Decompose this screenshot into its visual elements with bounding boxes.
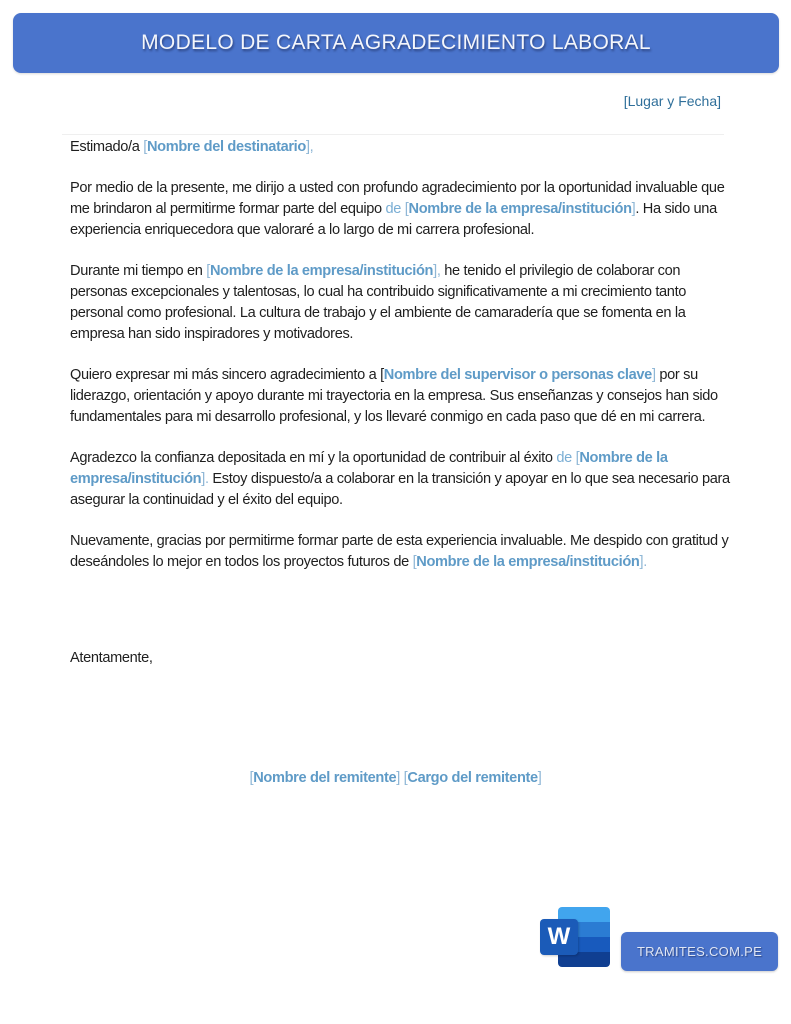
paragraph-3 [70, 365, 730, 428]
bracket-close: ] [651, 367, 656, 383]
greeting-prefix: Estimado/a [70, 139, 144, 155]
title-banner [13, 13, 779, 73]
bracket-close: ] [537, 770, 542, 786]
p2-text-a: Durante mi tiempo en [70, 263, 207, 279]
p4-text-b: Estoy dispuesto/a a colaborar en la transición y apoyar en lo que sea necesario para asegurar la continuidad y el éxito del equipo. [70, 471, 730, 508]
bracket-open: [ [412, 554, 417, 570]
paragraph-2 [70, 261, 730, 345]
company-placeholder: Nombre de la empresa/institución [70, 450, 668, 487]
bracket-close: ] [433, 263, 437, 279]
microsoft-word-icon [540, 905, 612, 969]
recipient-name-placeholder: Nombre del destinatario [146, 139, 306, 155]
supervisor-placeholder: Nombre del supervisor o personas clave [383, 367, 652, 383]
p4-de: de [556, 450, 576, 466]
bracket-close: ] [201, 471, 205, 487]
company-placeholder: Nombre de la empresa/institución [408, 201, 632, 217]
paragraph-5 [70, 531, 730, 573]
p2-text-b: he tenido el privilegio de colaborar con personas excepcionales y talentosas, lo cual ha contribuido significativamente a mi crecimiento tanto personal como profesional. La cultura de trabajo y el ambiente de camaradería que se fomenta en la empresa han sido inspiradores y motivadores. [70, 263, 687, 342]
place-date-placeholder: [Lugar y Fecha] [623, 93, 721, 109]
branding-logo [540, 905, 780, 975]
p4-period: . [204, 471, 209, 487]
p1-text-a: Por medio de la presente, me dirijo a usted con profundo agradecimiento por la oportunidad invaluable que me brindaron al permitirme formar parte del equipo [70, 180, 725, 217]
bracket-close: ] [396, 770, 400, 786]
p3-text-b: por su liderazgo, orientación y apoyo durante mi trayectoria en la empresa. Sus enseñanzas y consejos han sido fundamentales para mi desarrollo profesional, y los llevaré conmigo en cada paso que dé en mi carrera. [70, 367, 718, 425]
signature-block [0, 770, 791, 786]
p1-de: de [385, 201, 405, 217]
letter-body [70, 137, 730, 593]
p1-text-b: . Ha sido una experiencia enriquecedora que valoraré a lo largo de mi carrera profesional. [70, 201, 717, 238]
p5-period: . [643, 554, 647, 570]
company-placeholder: Nombre de la empresa/institución [209, 263, 434, 279]
p5-text-a: Nuevamente, gracias por permitirme formar parte de esta experiencia invaluable. Me despido con gratitud y deseándoles lo mejor en todos los proyectos futuros de [70, 533, 729, 570]
bracket-close: ] [631, 201, 636, 217]
greeting-suffix: , [309, 139, 314, 155]
sender-name-placeholder: Nombre del remitente [253, 770, 397, 786]
p4-text-a: Agradezco la confianza depositada en mí y la oportunidad de contribuir al éxito [70, 450, 557, 466]
word-icon-letter: W [540, 919, 578, 955]
p3-text-a: Quiero expresar mi más sincero agradecimiento a [70, 367, 381, 383]
bracket-open: [ [249, 770, 254, 786]
bracket-close: ] [305, 139, 310, 155]
bracket-open: [ [404, 201, 409, 217]
page-title: MODELO DE CARTA AGRADECIMIENTO LABORAL [141, 31, 651, 54]
bracket-open: [ [380, 367, 384, 383]
bracket-close: ] [639, 554, 644, 570]
sender-title-placeholder: Cargo del remitente [407, 770, 538, 786]
greeting [70, 137, 730, 158]
p2-comma: , [436, 263, 441, 279]
bracket-open: [ [403, 770, 408, 786]
paragraph-4 [70, 448, 730, 511]
bracket-open: [ [143, 139, 147, 155]
site-badge [621, 932, 778, 971]
divider [62, 134, 724, 135]
site-label: TRAMITES.COM.PE [636, 944, 763, 959]
company-placeholder: Nombre de la empresa/institución [416, 554, 640, 570]
bracket-open: [ [575, 450, 580, 466]
closing: Atentamente, [70, 650, 153, 666]
bracket-open: [ [206, 263, 210, 279]
paragraph-1 [70, 178, 730, 241]
